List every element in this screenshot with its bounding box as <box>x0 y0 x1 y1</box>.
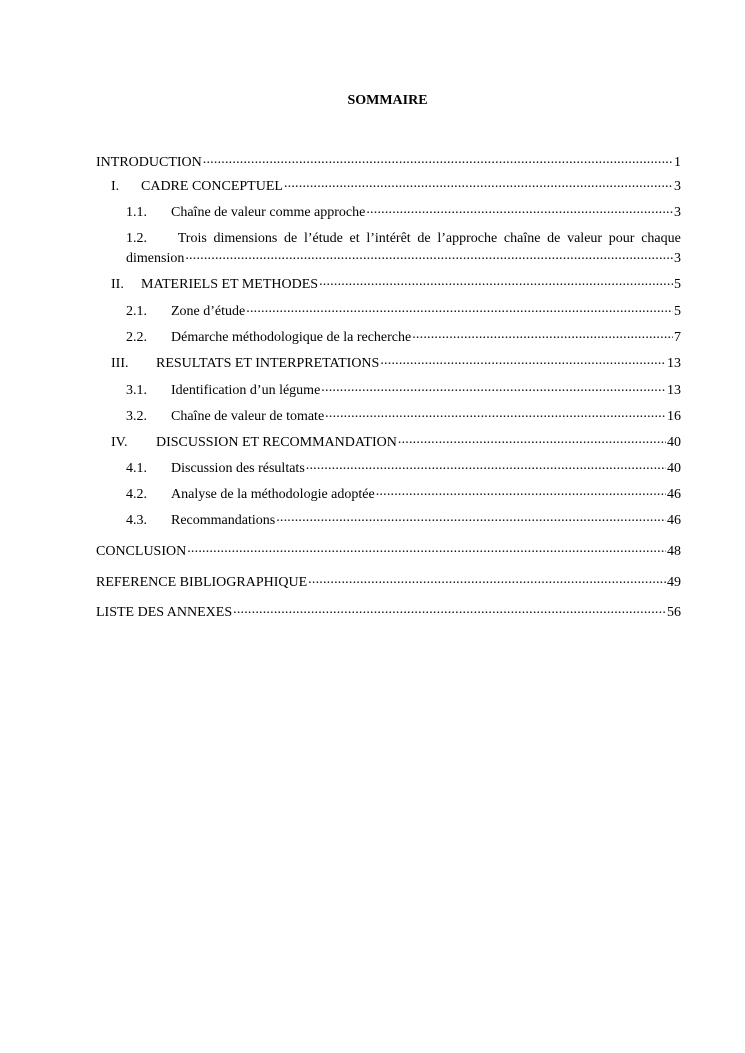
toc-page-number: 3 <box>674 205 681 220</box>
toc-page-number: 46 <box>667 487 681 502</box>
dot-leader <box>276 511 666 524</box>
toc-entry-section-1[interactable] <box>111 177 681 195</box>
dot-leader <box>319 275 673 288</box>
toc-word: Trois <box>177 231 207 246</box>
toc-word: l’étude <box>303 231 343 246</box>
dot-leader <box>185 249 673 262</box>
toc-word: l’approche <box>437 231 498 246</box>
toc-word: et <box>349 231 360 246</box>
toc-word: dimensions <box>213 231 278 246</box>
toc-word: chaque <box>641 231 681 246</box>
toc-number: 4.2. <box>126 487 147 502</box>
dot-leader <box>246 302 673 315</box>
toc-word: valeur <box>567 231 603 246</box>
page-title: SOMMAIRE <box>347 93 428 108</box>
dot-leader <box>412 328 673 341</box>
toc-page-number: 46 <box>667 513 681 528</box>
dot-leader <box>398 433 666 446</box>
toc-page-number: 3 <box>674 251 681 266</box>
toc-number: 2.1. <box>126 304 147 319</box>
toc-label: Identification d’un légume <box>171 383 321 398</box>
dot-leader <box>203 153 673 166</box>
toc-label: Recommandations <box>171 513 276 528</box>
toc-number: 3.1. <box>126 383 147 398</box>
toc-page-number: 5 <box>674 277 681 292</box>
toc-number: IV. <box>111 435 128 450</box>
toc-page-number: 13 <box>667 383 681 398</box>
toc-number: I. <box>111 179 120 194</box>
toc-label: Démarche méthodologique de la recherche <box>171 330 412 345</box>
toc-entry-section-4-2[interactable] <box>126 485 681 503</box>
toc-page-number: 56 <box>667 605 681 620</box>
toc-number: 1.2. <box>126 231 147 246</box>
toc-label: CADRE CONCEPTUEL <box>141 179 283 194</box>
toc-entry-section-2-2[interactable] <box>126 328 681 346</box>
toc-entry-introduction[interactable] <box>96 153 681 171</box>
dot-leader <box>321 381 666 394</box>
toc-page-number: 49 <box>667 575 681 590</box>
toc-label: REFERENCE BIBLIOGRAPHIQUE <box>96 575 308 590</box>
toc-word: l’intérêt <box>366 231 411 246</box>
toc-label: Chaîne de valeur comme approche <box>171 205 366 220</box>
toc-number: 2.2. <box>126 330 147 345</box>
toc-label: Analyse de la méthodologie adoptée <box>171 487 375 502</box>
toc-number: II. <box>111 277 124 292</box>
toc-number: 3.2. <box>126 409 147 424</box>
toc-label: CONCLUSION <box>96 544 187 559</box>
toc-entry-section-4-3[interactable] <box>126 511 681 529</box>
toc-entry-section-2-1[interactable] <box>126 302 681 320</box>
dot-leader <box>284 177 673 190</box>
toc-entry-section-1-2-line2[interactable] <box>126 249 681 267</box>
dot-leader <box>306 459 666 472</box>
toc-word: de <box>417 231 431 246</box>
toc-label: LISTE DES ANNEXES <box>96 605 233 620</box>
toc-entry-conclusion[interactable] <box>96 542 681 560</box>
toc-page-number: 5 <box>674 304 681 319</box>
toc-entry-section-1-2-line1[interactable] <box>126 230 681 247</box>
toc-number: 1.1. <box>126 205 147 220</box>
toc-label: INTRODUCTION <box>96 155 202 170</box>
toc-page-number: 7 <box>674 330 681 345</box>
toc-number: 4.1. <box>126 461 147 476</box>
dot-leader <box>187 542 666 555</box>
toc-entry-section-3-1[interactable] <box>126 381 681 399</box>
toc-entry-references[interactable] <box>96 573 681 591</box>
toc-entry-section-2[interactable] <box>111 275 681 293</box>
dot-leader <box>376 485 666 498</box>
toc-label: RESULTATS ET INTERPRETATIONS <box>156 356 380 371</box>
toc-label: Zone d’étude <box>171 304 246 319</box>
dot-leader <box>233 603 666 616</box>
toc-label: Discussion des résultats <box>171 461 305 476</box>
dot-leader <box>325 407 666 420</box>
toc-page-number: 48 <box>667 544 681 559</box>
toc-page-number: 1 <box>674 155 681 170</box>
toc-number: III. <box>111 356 129 371</box>
toc-label: Chaîne de valeur de tomate <box>171 409 325 424</box>
toc-label: dimension <box>126 251 185 266</box>
toc-page-number: 16 <box>667 409 681 424</box>
toc-number: 4.3. <box>126 513 147 528</box>
toc-entry-section-3[interactable] <box>111 354 681 372</box>
toc-label: MATERIELS ET METHODES <box>141 277 319 292</box>
toc-entry-section-4-1[interactable] <box>126 459 681 477</box>
toc-page-number: 13 <box>667 356 681 371</box>
toc-label: DISCUSSION ET RECOMMANDATION <box>156 435 397 450</box>
toc-page-number: 40 <box>667 461 681 476</box>
toc-word: de <box>284 231 298 246</box>
toc-word: pour <box>608 231 635 246</box>
toc-page-number: 3 <box>674 179 681 194</box>
toc-page-number: 40 <box>667 435 681 450</box>
toc-word: de <box>547 231 561 246</box>
dot-leader <box>366 203 673 216</box>
dot-leader <box>380 354 666 367</box>
toc-word: chaîne <box>503 231 541 246</box>
toc-entry-section-1-1[interactable] <box>126 203 681 221</box>
dot-leader <box>308 573 666 586</box>
toc-entry-section-4[interactable] <box>111 433 681 451</box>
toc-entry-section-3-2[interactable] <box>126 407 681 425</box>
toc-entry-annexes[interactable] <box>96 603 681 621</box>
